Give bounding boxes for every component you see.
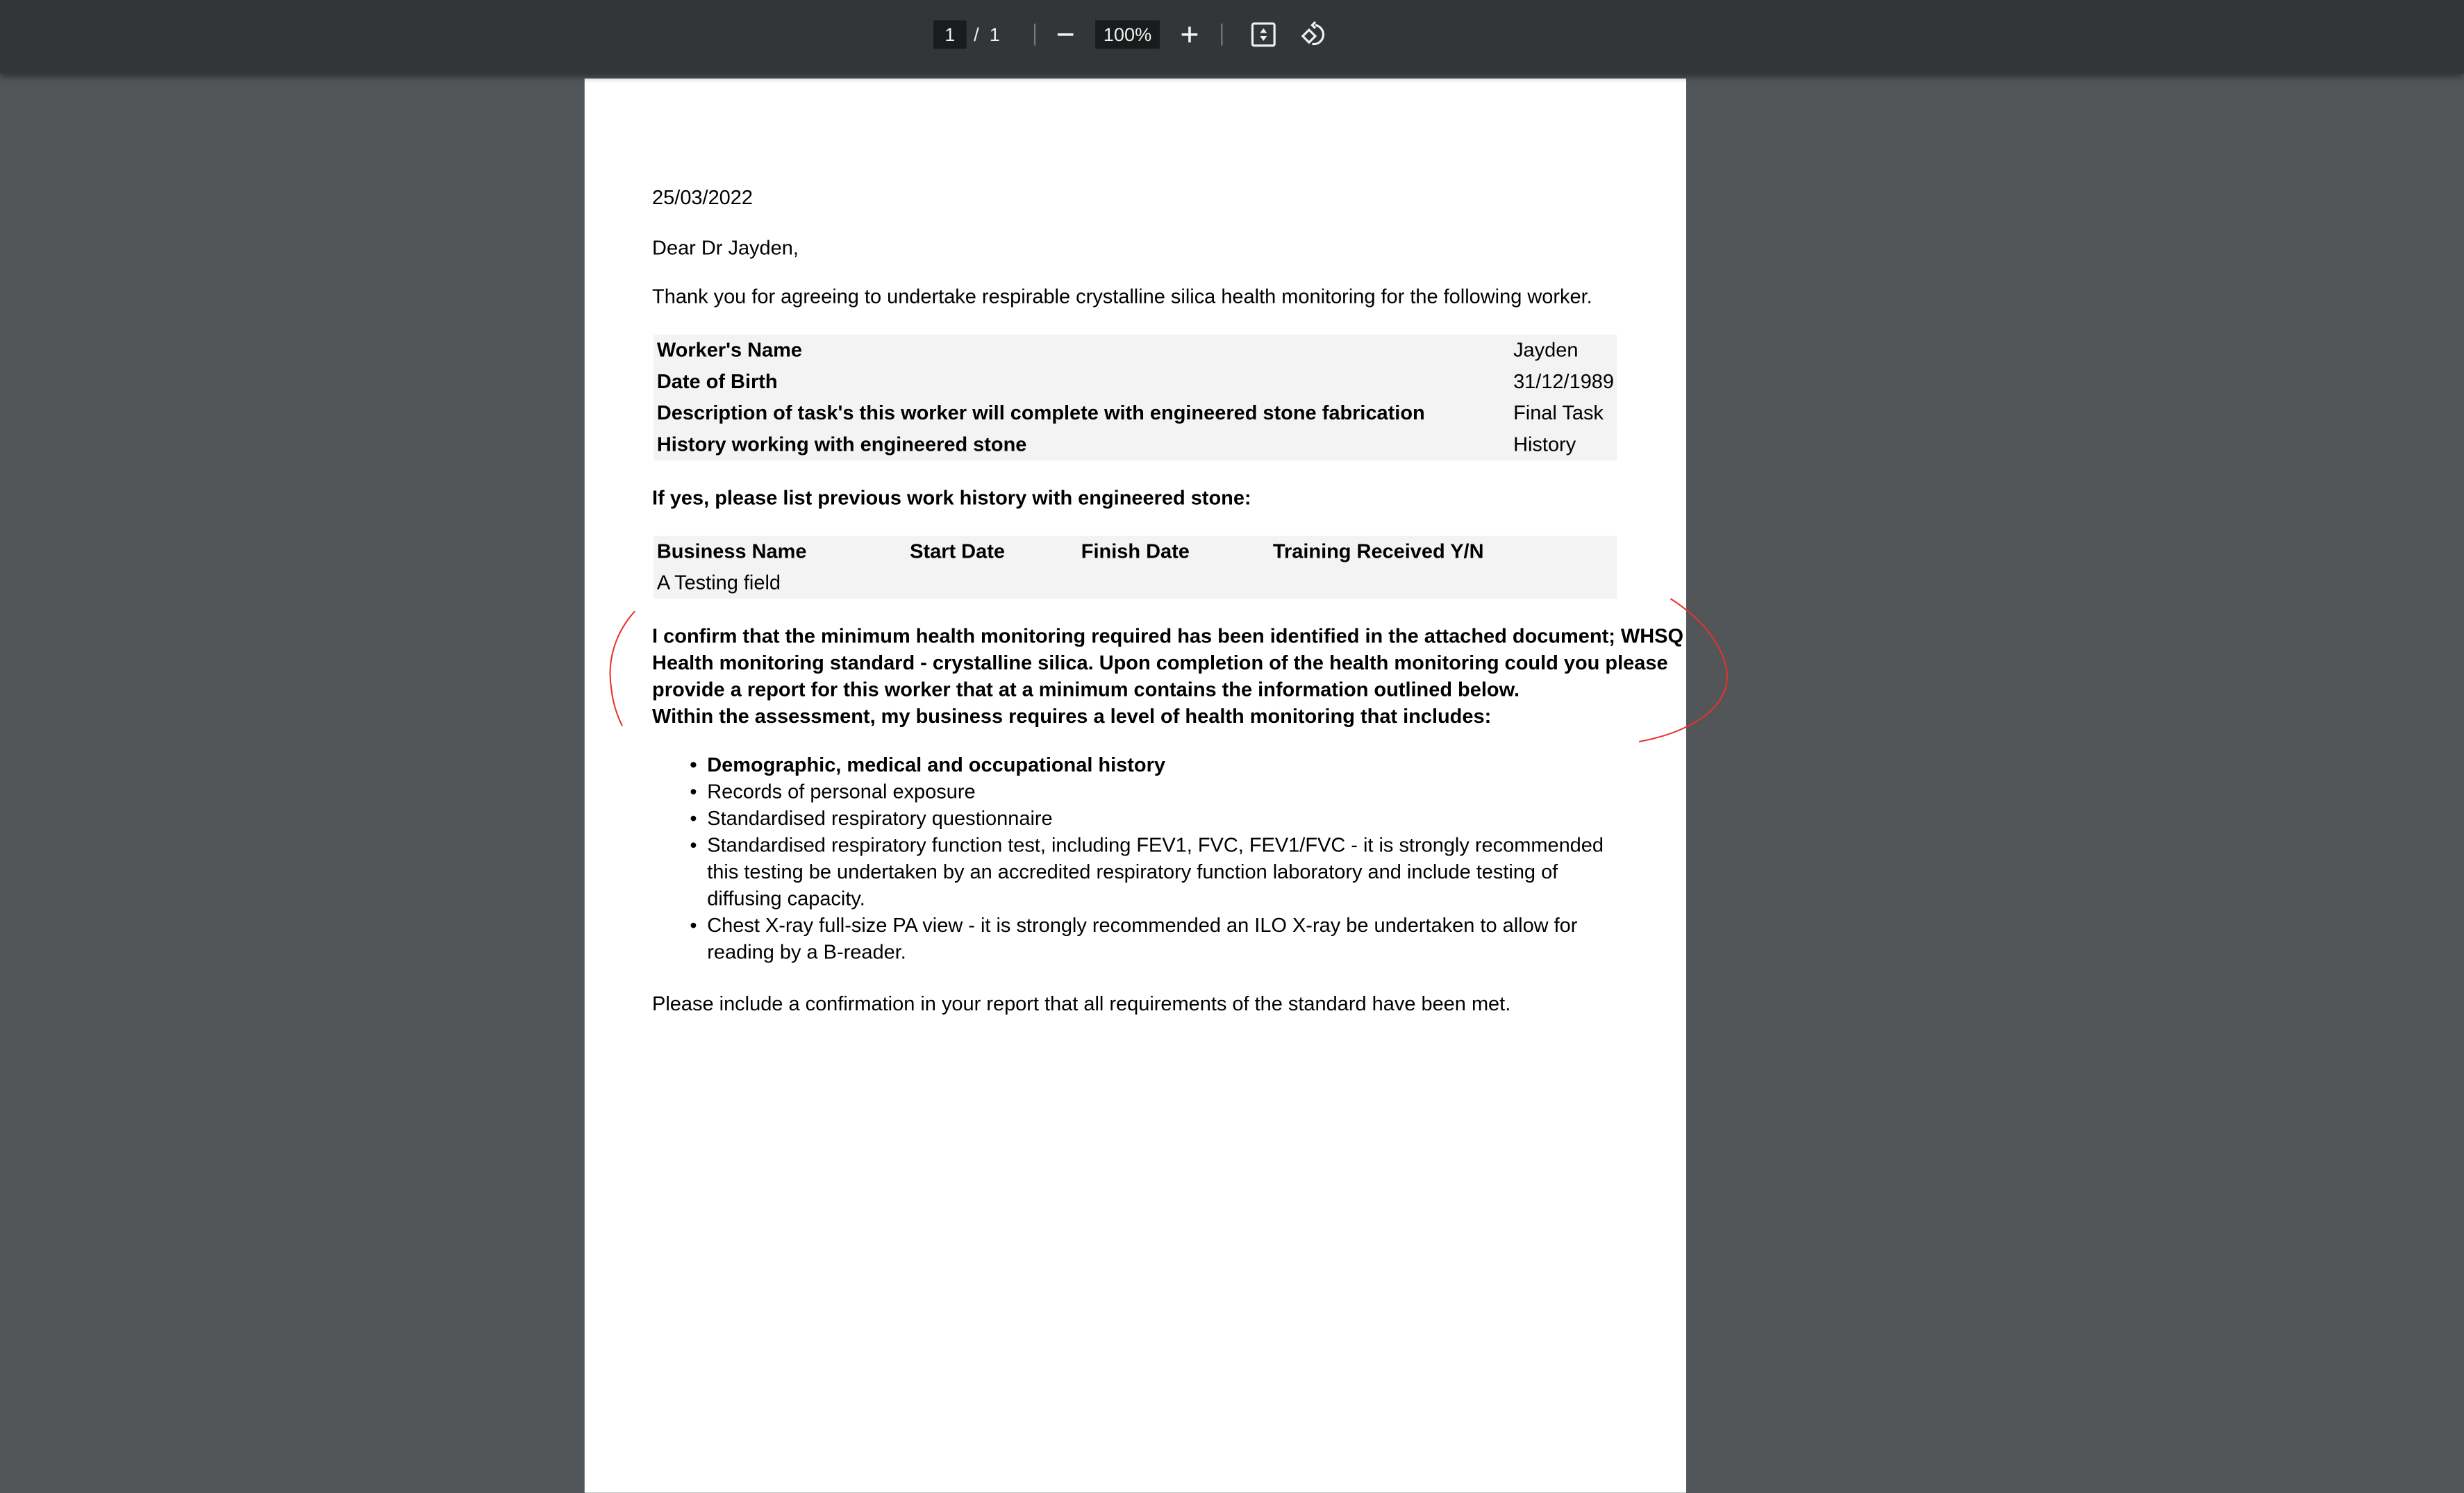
table-header-row <box>654 536 1617 567</box>
fit-page-icon <box>1246 17 1281 52</box>
divider <box>1221 24 1222 46</box>
page-count <box>969 20 1004 49</box>
requirements-list <box>652 751 1619 965</box>
plus-icon <box>1172 17 1207 52</box>
history-table <box>654 536 1617 599</box>
row-label: Date of Birth <box>656 369 778 393</box>
row-value: 31/12/1989 <box>1513 369 1615 393</box>
pdf-toolbar <box>0 0 2464 74</box>
column-header: Finish Date <box>1081 539 1190 563</box>
confirm-line: I confirm that the minimum health monitoring required has been identified in the attached document; WHSQ <box>652 624 1684 648</box>
table-row <box>654 335 1617 366</box>
list-item: • Standardised respiratory questionnaire <box>707 805 1618 831</box>
row-label: History working with engineered stone <box>656 432 1027 456</box>
column-header: Training Received Y/N <box>1272 539 1484 563</box>
column-header: Start Date <box>910 539 1005 563</box>
minus-icon <box>1048 17 1083 52</box>
pdf-page <box>585 78 1686 1493</box>
page-separator: / <box>974 23 979 46</box>
rotate-button[interactable] <box>1297 17 1331 52</box>
page-total: 1 <box>989 23 1000 46</box>
divider <box>1034 24 1035 46</box>
row-label: Worker's Name <box>656 337 803 362</box>
letter-date: 25/03/2022 <box>652 185 754 209</box>
closing-text: Please include a confirmation in your report that all requirements of the standard have been met. <box>652 991 1511 1015</box>
zoom-in-button[interactable] <box>1172 17 1207 52</box>
row-label: Description of task's this worker will complete with engineered stone fabrication <box>656 401 1425 424</box>
list-item: • Standardised respiratory function test, including FEV1, FVC, FEV1/FVC - it is strongly recommended this testing be undertaken by an accredited respiratory function laboratory and include testing of diffusing capacity. <box>707 831 1618 911</box>
history-heading: If yes, please list previous work history with engineered stone: <box>652 485 1251 510</box>
table-row <box>654 397 1617 428</box>
page-number-input[interactable]: 1 <box>933 20 967 49</box>
list-item: • Demographic, medical and occupational history <box>707 751 1618 778</box>
list-item: • Chest X-ray full-size PA view - it is strongly recommended an ILO X-ray be undertaken to allow for reading by a B-reader. <box>707 911 1618 965</box>
zoom-input[interactable]: 100% <box>1095 20 1160 49</box>
fit-page-button[interactable] <box>1246 17 1281 52</box>
table-row <box>654 366 1617 397</box>
table-cell: A Testing field <box>656 570 781 594</box>
row-value: Jayden <box>1513 337 1579 362</box>
table-row <box>654 567 1617 599</box>
list-item: • Records of personal exposure <box>707 778 1618 804</box>
zoom-out-button[interactable] <box>1048 17 1083 52</box>
confirm-line: provide a report for this worker that at a minimum contains the information outlined below. <box>652 677 1520 701</box>
table-row <box>654 429 1617 460</box>
row-value: Final Task <box>1513 401 1604 424</box>
intro-text: Thank you for agreeing to undertake respirable crystalline silica health monitoring for the following worker. <box>652 284 1592 308</box>
rotate-icon <box>1297 17 1331 52</box>
salutation: Dear Dr Jayden, <box>652 235 799 260</box>
confirm-line: Within the assessment, my business requires a level of health monitoring that includes: <box>652 703 1492 728</box>
column-header: Business Name <box>656 539 807 563</box>
confirm-line: Health monitoring standard - crystalline silica. Upon completion of the health monitoring could you please <box>652 650 1668 674</box>
worker-table <box>654 335 1617 460</box>
row-value: History <box>1513 432 1576 456</box>
